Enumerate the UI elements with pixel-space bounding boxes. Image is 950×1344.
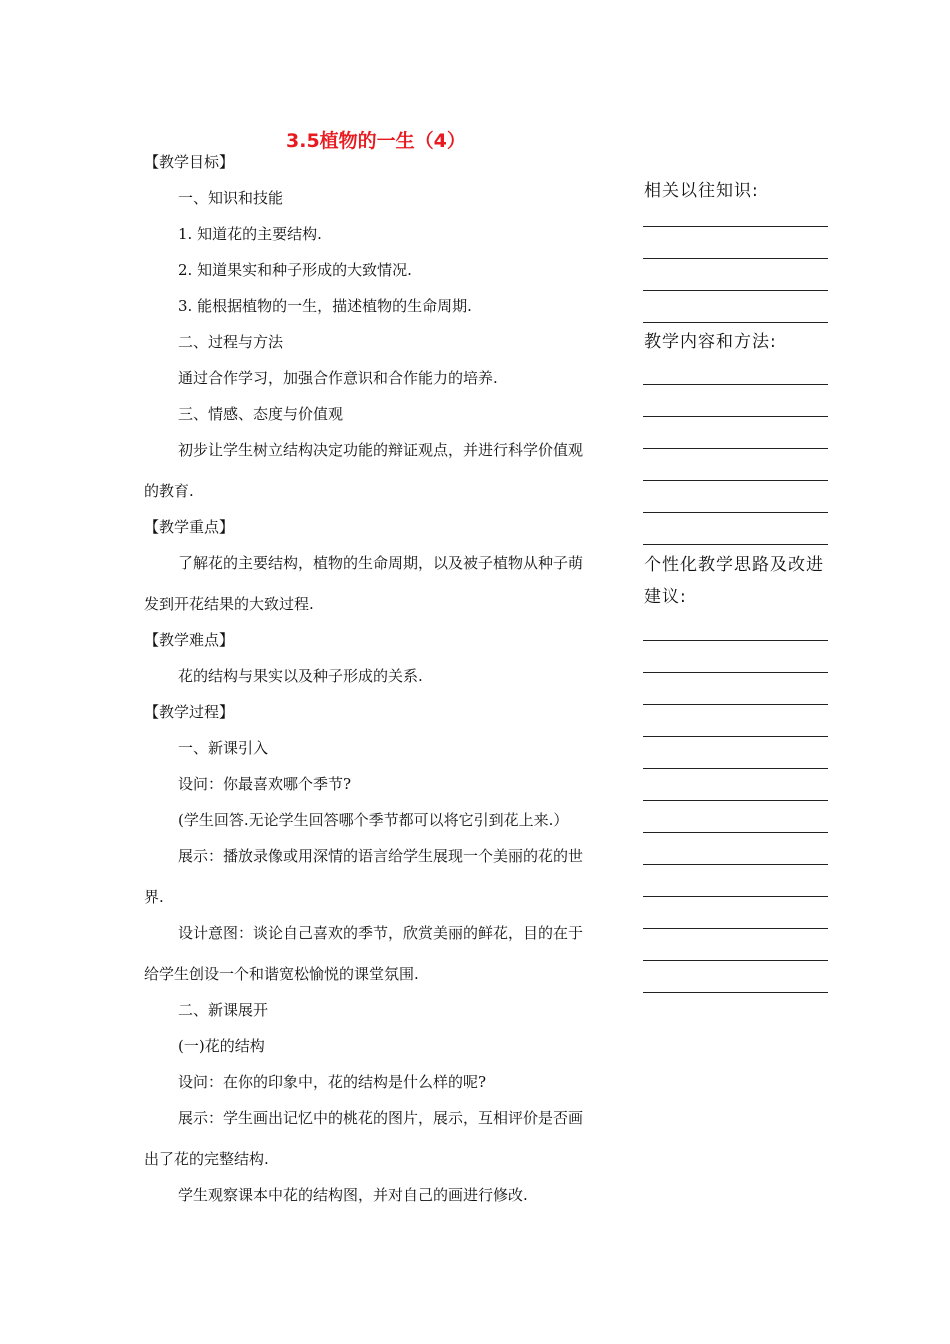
key-points-line1: 了解花的主要结构，植物的生命周期，以及被子植物从种子萌 — [178, 554, 584, 572]
note-line — [643, 960, 828, 961]
note-line — [643, 480, 828, 481]
note-line — [643, 672, 828, 673]
flower-observe: 学生观察课本中花的结构图，并对自己的画进行修改. — [178, 1186, 528, 1204]
intro-note: (学生回答.无论学生回答哪个季节都可以将它引到花上来.） — [178, 811, 569, 829]
emotion-heading: 三、情感、态度与价值观 — [178, 405, 344, 423]
flower-show-line1: 展示：学生画出记忆中的桃花的图片，展示，互相评价是否画 — [178, 1109, 584, 1127]
note-line — [643, 768, 828, 769]
note-line — [643, 640, 828, 641]
note-line — [643, 992, 828, 993]
note-line — [643, 384, 828, 385]
emotion-text-line1: 初步让学生树立结构决定功能的辩证观点，并进行科学价值观 — [178, 441, 584, 459]
note-line — [643, 290, 828, 291]
note-line — [643, 544, 828, 545]
note-line — [643, 704, 828, 705]
note-line — [643, 864, 828, 865]
process-method-heading: 二、过程与方法 — [178, 333, 284, 351]
flower-question: 设问：在你的印象中，花的结构是什么样的呢? — [178, 1073, 487, 1091]
note-line — [643, 258, 828, 259]
content-method-label: 教学内容和方法: — [644, 332, 777, 352]
note-line — [643, 448, 828, 449]
personal-suggestion-label-line1: 个性化教学思路及改进 — [644, 555, 824, 575]
prior-knowledge-label: 相关以往知识: — [644, 181, 759, 201]
knowledge-heading: 一、知识和技能 — [178, 189, 284, 207]
intro-heading: 一、新课引入 — [178, 739, 269, 757]
difficulty-heading: 【教学难点】 — [144, 631, 235, 649]
flower-show-line2: 出了花的完整结构. — [144, 1150, 269, 1168]
knowledge-item-2: 2. 知道果实和种子形成的大致情况. — [178, 261, 412, 279]
knowledge-item-1: 1. 知道花的主要结构. — [178, 225, 322, 243]
process-method-text: 通过合作学习，加强合作意识和合作能力的培养. — [178, 369, 498, 387]
emotion-text-line2: 的教育. — [144, 482, 194, 500]
note-line — [643, 928, 828, 929]
note-line — [643, 832, 828, 833]
difficulty-text: 花的结构与果实以及种子形成的关系. — [178, 667, 423, 685]
note-line — [643, 896, 828, 897]
note-line — [643, 416, 828, 417]
intro-intent-line2: 给学生创设一个和谐宽松愉悦的课堂氛围. — [144, 965, 419, 983]
goals-heading: 【教学目标】 — [144, 153, 235, 171]
intro-intent-line1: 设计意图：谈论自己喜欢的季节，欣赏美丽的鲜花，目的在于 — [178, 924, 584, 942]
intro-question: 设问：你最喜欢哪个季节? — [178, 775, 352, 793]
intro-show-line1: 展示：播放录像或用深情的语言给学生展现一个美丽的花的世 — [178, 847, 584, 865]
intro-show-line2: 界. — [144, 888, 164, 906]
knowledge-item-3: 3. 能根据植物的一生，描述植物的生命周期. — [178, 297, 472, 315]
note-line — [643, 322, 828, 323]
flower-structure-heading: (一)花的结构 — [178, 1037, 265, 1055]
key-points-line2: 发到开花结果的大致过程. — [144, 595, 314, 613]
lesson-title: 3.5植物的一生（4） — [286, 130, 466, 152]
note-line — [643, 512, 828, 513]
note-line — [643, 736, 828, 737]
note-line — [643, 226, 828, 227]
note-line — [643, 800, 828, 801]
new-lesson-heading: 二、新课展开 — [178, 1001, 269, 1019]
key-points-heading: 【教学重点】 — [144, 518, 235, 536]
personal-suggestion-label-line2: 建议: — [644, 587, 687, 607]
process-heading: 【教学过程】 — [144, 703, 235, 721]
